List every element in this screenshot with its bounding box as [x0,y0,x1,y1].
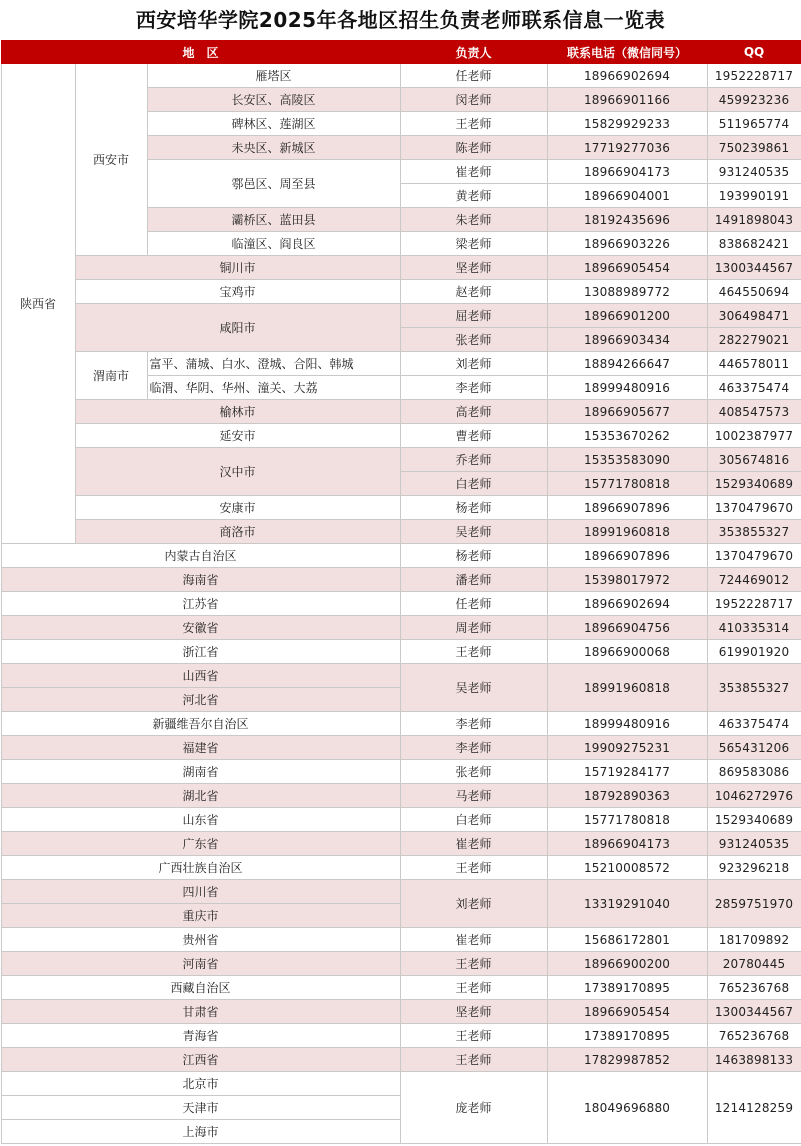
phone-cell: 18991960818 [547,664,707,712]
table-row [1,880,801,904]
qq-cell: 1300344567 [707,1000,801,1024]
qq-cell: 1463898133 [707,1048,801,1072]
district-cell: 未央区、新城区 [147,136,400,160]
person-cell: 白老师 [400,472,547,496]
qq-cell: 306498471 [707,304,801,328]
district-cell: 长安区、高陵区 [147,88,400,112]
person-cell: 赵老师 [400,280,547,304]
phone-cell: 18966905454 [547,1000,707,1024]
phone-cell: 18999480916 [547,712,707,736]
region-cell: 海南省 [1,568,400,592]
region-cell: 河北省 [1,688,400,712]
phone-cell: 18966900068 [547,640,707,664]
table-row [1,712,801,736]
qq-cell: 193990191 [707,184,801,208]
district-cell: 灞桥区、蓝田县 [147,208,400,232]
person-cell: 高老师 [400,400,547,424]
region-cell: 重庆市 [1,904,400,928]
qq-cell: 353855327 [707,520,801,544]
region-cell: 安徽省 [1,616,400,640]
phone-cell: 15686172801 [547,928,707,952]
city-cell: 咸阳市 [75,304,400,352]
district-cell: 碑林区、莲湖区 [147,112,400,136]
district-cell: 临渭、华阴、华州、潼关、大荔 [147,376,400,400]
qq-cell: 282279021 [707,328,801,352]
city-cell: 汉中市 [75,448,400,496]
header-person: 负责人 [400,41,547,64]
person-cell: 刘老师 [400,880,547,928]
phone-cell: 18966903434 [547,328,707,352]
qq-cell: 410335314 [707,616,801,640]
phone-cell: 15771780818 [547,808,707,832]
qq-cell: 765236768 [707,976,801,1000]
person-cell: 庞老师 [400,1072,547,1144]
phone-cell: 13088989772 [547,280,707,304]
phone-cell: 18192435696 [547,208,707,232]
phone-cell: 15771780818 [547,472,707,496]
person-cell: 李老师 [400,712,547,736]
region-cell: 福建省 [1,736,400,760]
qq-cell: 2859751970 [707,880,801,928]
qq-cell: 1529340689 [707,472,801,496]
contact-table [1,40,801,1144]
person-cell: 王老师 [400,856,547,880]
phone-cell: 13319291040 [547,880,707,928]
qq-cell: 1370479670 [707,496,801,520]
person-cell: 坚老师 [400,256,547,280]
qq-cell: 181709892 [707,928,801,952]
table-row [1,1048,801,1072]
person-cell: 吴老师 [400,664,547,712]
region-cell: 广西壮族自治区 [1,856,400,880]
phone-cell: 18966902694 [547,64,707,88]
province-cell: 陕西省 [1,64,75,544]
person-cell: 白老师 [400,808,547,832]
person-cell: 杨老师 [400,496,547,520]
phone-cell: 18966903226 [547,232,707,256]
phone-cell: 15719284177 [547,760,707,784]
district-cell: 临潼区、阎良区 [147,232,400,256]
phone-cell: 18966904756 [547,616,707,640]
qq-cell: 1952228717 [707,592,801,616]
table-row [1,352,801,376]
region-cell: 江苏省 [1,592,400,616]
person-cell: 王老师 [400,952,547,976]
table-row [1,784,801,808]
person-cell: 潘老师 [400,568,547,592]
qq-cell: 1300344567 [707,256,801,280]
qq-cell: 1529340689 [707,808,801,832]
person-cell: 坚老师 [400,1000,547,1024]
phone-cell: 19909275231 [547,736,707,760]
phone-cell: 18966901200 [547,304,707,328]
page-title: 西安培华学院2025年各地区招生负责老师联系信息一览表 [135,8,666,32]
phone-cell: 15353583090 [547,448,707,472]
phone-cell: 18966907896 [547,496,707,520]
phone-cell: 18966904001 [547,184,707,208]
qq-cell: 446578011 [707,352,801,376]
person-cell: 周老师 [400,616,547,640]
person-cell: 任老师 [400,64,547,88]
table-row [1,424,801,448]
region-cell: 浙江省 [1,640,400,664]
qq-cell: 408547573 [707,400,801,424]
table-row [1,640,801,664]
phone-cell: 18999480916 [547,376,707,400]
region-cell: 山东省 [1,808,400,832]
person-cell: 王老师 [400,1024,547,1048]
qq-cell: 765236768 [707,1024,801,1048]
person-cell: 张老师 [400,328,547,352]
phone-cell: 15353670262 [547,424,707,448]
person-cell: 刘老师 [400,352,547,376]
qq-cell: 305674816 [707,448,801,472]
district-cell: 雁塔区 [147,64,400,88]
phone-cell: 18966907896 [547,544,707,568]
table-row [1,280,801,304]
region-cell: 四川省 [1,880,400,904]
person-cell: 乔老师 [400,448,547,472]
district-cell: 富平、蒲城、白水、澄城、合阳、韩城 [147,352,400,376]
person-cell: 闵老师 [400,88,547,112]
person-cell: 陈老师 [400,136,547,160]
person-cell: 杨老师 [400,544,547,568]
qq-cell: 353855327 [707,664,801,712]
region-cell: 北京市 [1,1072,400,1096]
phone-cell: 17389170895 [547,1024,707,1048]
table-row [1,856,801,880]
qq-cell: 463375474 [707,712,801,736]
table-row [1,304,801,328]
person-cell: 朱老师 [400,208,547,232]
table-row [1,544,801,568]
qq-cell: 931240535 [707,160,801,184]
region-cell: 贵州省 [1,928,400,952]
qq-cell: 464550694 [707,280,801,304]
person-cell: 梁老师 [400,232,547,256]
qq-cell: 1046272976 [707,784,801,808]
person-cell: 黄老师 [400,184,547,208]
person-cell: 马老师 [400,784,547,808]
person-cell: 王老师 [400,976,547,1000]
qq-cell: 20780445 [707,952,801,976]
region-cell: 天津市 [1,1096,400,1120]
phone-cell: 18049696880 [547,1072,707,1144]
table-row [1,64,801,88]
header-region: 地 区 [1,41,400,64]
qq-cell: 1491898043 [707,208,801,232]
qq-cell: 724469012 [707,568,801,592]
region-cell: 西藏自治区 [1,976,400,1000]
region-cell: 江西省 [1,1048,400,1072]
table-row [1,496,801,520]
city-cell: 延安市 [75,424,400,448]
table-row [1,568,801,592]
table-row [1,592,801,616]
region-cell: 甘肃省 [1,1000,400,1024]
table-row [1,520,801,544]
phone-cell: 18991960818 [547,520,707,544]
qq-cell: 459923236 [707,88,801,112]
phone-cell: 18966901166 [547,88,707,112]
table-row [1,400,801,424]
person-cell: 王老师 [400,640,547,664]
qq-cell: 931240535 [707,832,801,856]
qq-cell: 923296218 [707,856,801,880]
phone-cell: 17829987852 [547,1048,707,1072]
table-row [1,832,801,856]
phone-cell: 18966902694 [547,592,707,616]
region-cell: 内蒙古自治区 [1,544,400,568]
person-cell: 曹老师 [400,424,547,448]
header-qq: QQ [707,41,801,64]
table-row [1,1000,801,1024]
header-row [1,41,801,64]
table-row [1,976,801,1000]
table-row [1,448,801,472]
phone-cell: 15210008572 [547,856,707,880]
qq-cell: 1002387977 [707,424,801,448]
phone-cell: 18894266647 [547,352,707,376]
qq-cell: 463375474 [707,376,801,400]
table-row [1,1024,801,1048]
city-cell: 宝鸡市 [75,280,400,304]
phone-cell: 18966905454 [547,256,707,280]
person-cell: 张老师 [400,760,547,784]
person-cell: 屈老师 [400,304,547,328]
region-cell: 山西省 [1,664,400,688]
qq-cell: 869583086 [707,760,801,784]
qq-cell: 1370479670 [707,544,801,568]
table-row [1,1072,801,1096]
person-cell: 崔老师 [400,832,547,856]
qq-cell: 838682421 [707,232,801,256]
person-cell: 崔老师 [400,160,547,184]
person-cell: 吴老师 [400,520,547,544]
table-row [1,952,801,976]
phone-cell: 15829929233 [547,112,707,136]
person-cell: 王老师 [400,1048,547,1072]
phone-cell: 18966904173 [547,832,707,856]
qq-cell: 619901920 [707,640,801,664]
table-row [1,736,801,760]
table-row [1,928,801,952]
city-cell: 铜川市 [75,256,400,280]
table-row [1,256,801,280]
table-row [1,760,801,784]
qq-cell: 565431206 [707,736,801,760]
region-cell: 湖北省 [1,784,400,808]
table-row [1,664,801,688]
city-cell: 安康市 [75,496,400,520]
region-cell: 新疆维吾尔自治区 [1,712,400,736]
phone-cell: 18792890363 [547,784,707,808]
phone-cell: 18966905677 [547,400,707,424]
qq-cell: 1214128259 [707,1072,801,1144]
qq-cell: 1952228717 [707,64,801,88]
phone-cell: 18966900200 [547,952,707,976]
phone-cell: 18966904173 [547,160,707,184]
city-cell: 渭南市 [75,352,147,400]
phone-cell: 17389170895 [547,976,707,1000]
header-phone: 联系电话（微信同号） [547,41,707,64]
qq-cell: 750239861 [707,136,801,160]
person-cell: 李老师 [400,376,547,400]
qq-cell: 511965774 [707,112,801,136]
person-cell: 崔老师 [400,928,547,952]
region-cell: 湖南省 [1,760,400,784]
person-cell: 任老师 [400,592,547,616]
region-cell: 广东省 [1,832,400,856]
phone-cell: 15398017972 [547,568,707,592]
table-row [1,808,801,832]
city-cell: 榆林市 [75,400,400,424]
district-cell: 鄠邑区、周至县 [147,160,400,208]
table-row [1,616,801,640]
city-cell: 西安市 [75,64,147,256]
person-cell: 王老师 [400,112,547,136]
region-cell: 河南省 [1,952,400,976]
phone-cell: 17719277036 [547,136,707,160]
city-cell: 商洛市 [75,520,400,544]
region-cell: 上海市 [1,1120,400,1144]
region-cell: 青海省 [1,1024,400,1048]
person-cell: 李老师 [400,736,547,760]
